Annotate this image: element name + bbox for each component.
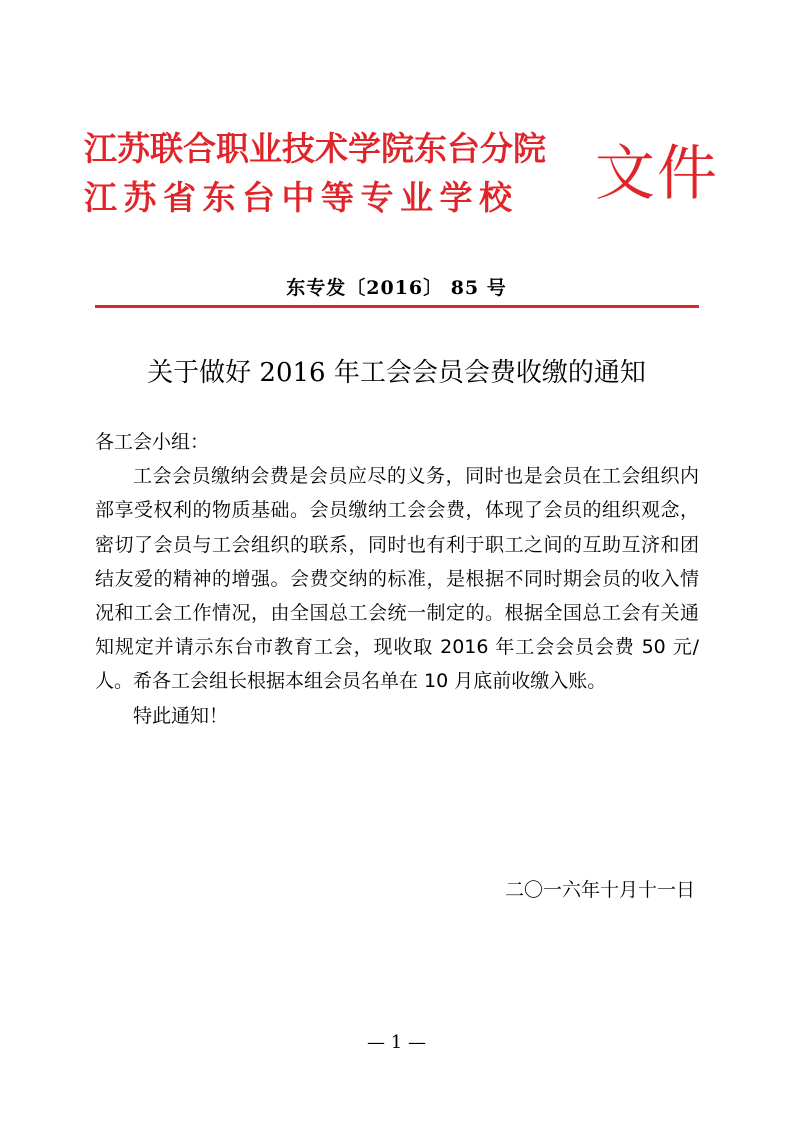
body-paragraph: 工会会员缴纳会费是会员应尽的义务，同时也是会员在工会组织内部享受权利的物质基础。会员缴纳工会会费，体现了会员的组织观念，密切了会员与工会组织的联系，同时也有利于职工之间的互助互济和团结友爱的精神的增强。会费交纳的标准，是根据不同时期会员的收入情况和工会工作情况，由全国总工会统一制定的。根据全国总工会有关通知规定并请示东台市教育工会，现收取 2016 年工会会员会费 50 元/人。希各工会组长根据本组会员名单在 10 月底前收缴入账。 [95,465,699,693]
header-red-rule [95,305,699,308]
issue-date: 二〇一六年十月十一日 [504,879,695,901]
document-type-label: 文件 [595,139,719,209]
page-number: — 1 — [367,1032,426,1053]
issuer-name-2: 江苏省东台中等专业学校 [84,178,519,217]
salutation: 各工会小组： [95,431,210,453]
closing-line: 特此通知！ [133,704,229,727]
notice-title: 关于做好 2016 年工会会员会费收缴的通知 [147,358,646,388]
issuer-name-1: 江苏联合职业技术学院东台分院 [84,129,546,168]
notice-body [95,425,699,733]
document-number: 东专发〔2016〕 85 号 [286,277,507,299]
